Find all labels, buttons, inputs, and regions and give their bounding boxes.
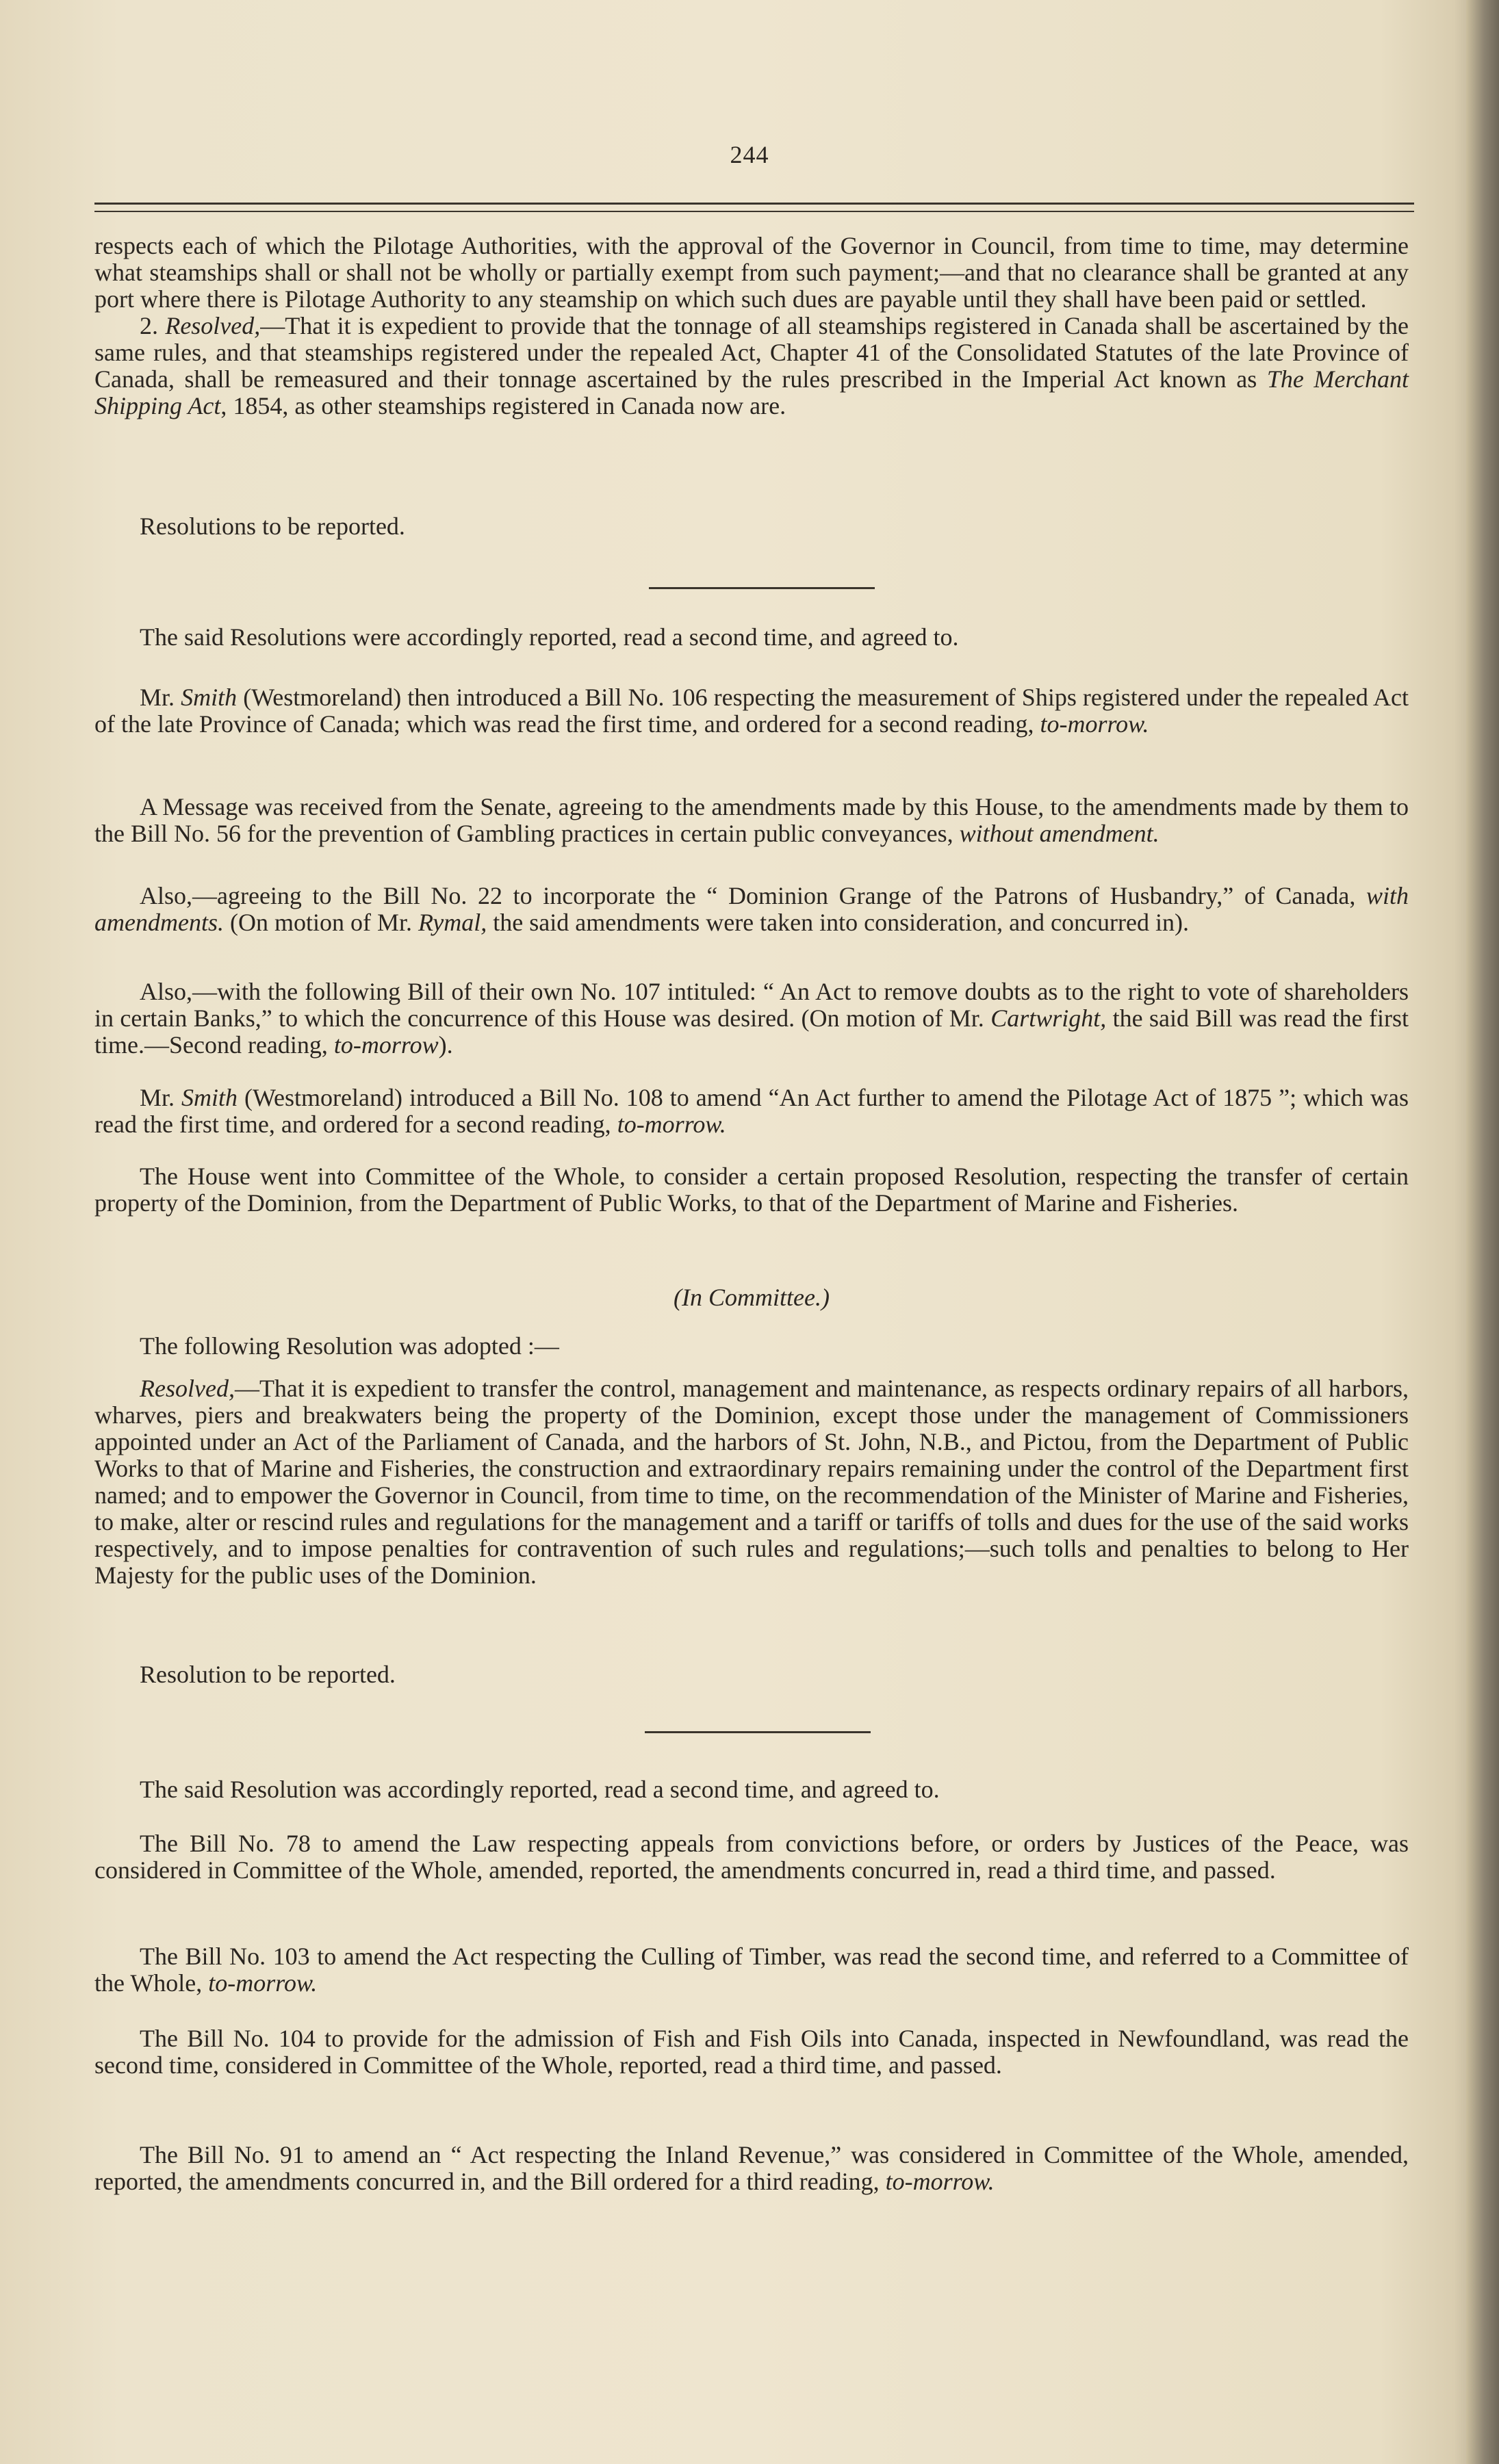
member-name: Smith: [181, 684, 238, 711]
heading-text: (In Committee.): [674, 1284, 830, 1311]
italic-phrase: without amendment.: [959, 820, 1160, 847]
act-title: The Merchant Shipping Act: [94, 365, 1409, 419]
paragraph-bill-103: [94, 1943, 1409, 1997]
reading-date: to-morrow.: [208, 1969, 318, 1997]
resolution-text: —That it is expedient to provide that the tonnage of all steamships registered in Canada shall be ascertained by the same rules, and that steamships registered under the repealed Act, Chapter 41 of the Consolidated Statutes of the late Province of Canada, shall be remeasured and their tonnage ascertained by the rules prescribed in the Imperial Act known as: [94, 312, 1409, 393]
text-span: (On motion of Mr.: [223, 909, 418, 936]
paragraph-text: The said Resolutions were accordingly reported, read a second time, and agreed to.: [140, 623, 959, 651]
text-span: The Bill No. 103 to amend the Act respecting the Culling of Timber, was read the second time, and referred to a Committee of the Whole,: [94, 1943, 1409, 1997]
italic-phrase: with amendments.: [94, 882, 1409, 936]
page-binding-edge: [1466, 0, 1499, 2464]
resolution-text: —That it is expedient to transfer the control, management and maintenance, as respects ordinary repairs of all harbors, wharves, piers and breakwaters being the property of the Dominion, except those under the management of Commissioners appointed under an Act of the Parliament of Canada, and the harbors of St. John, N.B., and Pictou, from the Department of Public Works to that of Marine and Fisheries, the construction and extraordinary repairs remaining under the control of the Department first named; and to empower the Governor in Council, from time to time, on the recommendation of the Minister of Marine and Fisheries, to make, alter or rescind rules and regulations for the management and a tariff or tariffs of tolls and dues for the use of the said works respectively, and to impose penalties for contravention of such rules and regulations;—such tolls and penalties to belong to Her Majesty for the public uses of the Dominion.: [94, 1375, 1409, 1589]
paragraph-bill-107: [94, 978, 1409, 1059]
reading-date: to-morrow: [333, 1031, 439, 1059]
text-span: (Westmoreland) then introduced a Bill No. 106 respecting the measurement of Ships registered under the repealed Act of the late Province of Canada; which was read the first time, and ordered for a second reading,: [94, 684, 1409, 738]
paragraph-bill-78: [94, 1830, 1409, 1884]
paragraph-text: The following Resolution was adopted :—: [140, 1332, 559, 1360]
text-span: the said Bill was read the first time.—Second reading,: [94, 1004, 1409, 1059]
paragraph-resolution-reported: [94, 1776, 1409, 1803]
page-number: 244: [730, 141, 769, 168]
in-committee-heading: [94, 1284, 1409, 1311]
section-divider-1: [649, 587, 875, 589]
paragraph-text: Resolutions to be reported.: [140, 513, 405, 540]
text-span: the said amendments were taken into consideration, and concurred in).: [487, 909, 1189, 936]
resolution-tail: , 1854, as other steamships registered in Canada now are.: [220, 392, 786, 419]
text-span: Also,—with the following Bill of their own No. 107 intituled: “ An Act to remove doubts as to the right to vote of shareholders in certain Banks,” to which the concurrence of this House was desired. (On motion of Mr.: [94, 978, 1409, 1032]
paragraph-bill-22: [94, 883, 1409, 936]
text-span: Also,—agreeing to the Bill No. 22 to incorporate the “ Dominion Grange of the Patrons of Husbandry,” of Canada,: [140, 882, 1366, 909]
paragraph-committee-of-whole: [94, 1163, 1409, 1217]
section-divider-2: [645, 1731, 871, 1733]
text-span: (Westmoreland) introduced a Bill No. 108 to amend “An Act further to amend the Pilotage Act of 1875 ”; which was read the first time, and ordered for a second reading,: [94, 1084, 1409, 1138]
paragraph-bill-106: [94, 684, 1409, 738]
paragraph-bill-91: [94, 2142, 1409, 2195]
paragraph-text: The Bill No. 104 to provide for the admission of Fish and Fish Oils into Canada, inspected in Newfoundland, was read the second time, considered in Committee of the Whole, reported, read a third time, and passed.: [94, 2025, 1409, 2079]
reading-date: to-morrow.: [617, 1111, 726, 1138]
paragraph-text: Resolution to be reported.: [140, 1661, 396, 1688]
paragraph-resolution-adopted: [94, 1333, 1409, 1360]
paragraph-bill-108: [94, 1085, 1409, 1138]
member-name: Rymal,: [418, 909, 487, 936]
paragraph-resolutions-to-be-reported: [94, 513, 1409, 540]
text-span: Mr.: [140, 1084, 181, 1111]
paragraph-text: The said Resolution was accordingly reported, read a second time, and agreed to.: [140, 1776, 940, 1803]
resolved-word: Resolved,: [140, 1375, 235, 1402]
reading-date: to-morrow.: [1040, 710, 1149, 738]
reading-date: to-morrow.: [885, 2168, 995, 2195]
paragraph-senate-message: [94, 794, 1409, 847]
text-span: ).: [438, 1031, 453, 1059]
text-span: A Message was received from the Senate, agreeing to the amendments made by this House, to the amendments made by them to the Bill No. 56 for the prevention of Gambling practices in certain public conveyances,: [94, 793, 1409, 847]
text-span: Mr.: [140, 684, 181, 711]
resolution-number: 2.: [140, 312, 166, 339]
member-name: Cartwright,: [990, 1004, 1107, 1032]
paragraph-resolutions-reported: [94, 624, 1409, 651]
paragraph-resolution-2: [94, 313, 1409, 419]
paragraph-text: The Bill No. 78 to amend the Law respecting appeals from convictions before, or orders by Justices of the Peace, was considered in Committee of the Whole, amended, reported, the amendments concurred in, read a third time, and passed.: [94, 1830, 1409, 1884]
paragraph-transfer-resolution: [94, 1375, 1409, 1589]
resolved-word: Resolved,: [165, 312, 261, 339]
text-span: The Bill No. 91 to amend an “ Act respecting the Inland Revenue,” was considered in Committee of the Whole, amended, reported, the amendments concurred in, and the Bill ordered for a third reading,: [94, 2141, 1409, 2195]
header-double-rule: [94, 203, 1414, 212]
paragraph-bill-104: [94, 2025, 1409, 2079]
paragraph-text: The House went into Committee of the Whole, to consider a certain proposed Resolution, respecting the transfer of certain property of the Dominion, from the Department of Public Works, to that of the Department of Marine and Fisheries.: [94, 1163, 1409, 1217]
paragraph-resolution-1-continued: [94, 233, 1409, 419]
paragraph-text: respects each of which the Pilotage Authorities, with the approval of the Governor in Council, from time to time, may determine what steamships shall or shall not be wholly or partially exempt from such payment;—and that no clearance shall be granted at any port where there is Pilotage Authority to any steamship on which such dues are payable until they shall have been paid or settled.: [94, 232, 1409, 313]
paragraph-resolution-to-be-reported: [94, 1661, 1409, 1688]
member-name: Smith: [181, 1084, 238, 1111]
